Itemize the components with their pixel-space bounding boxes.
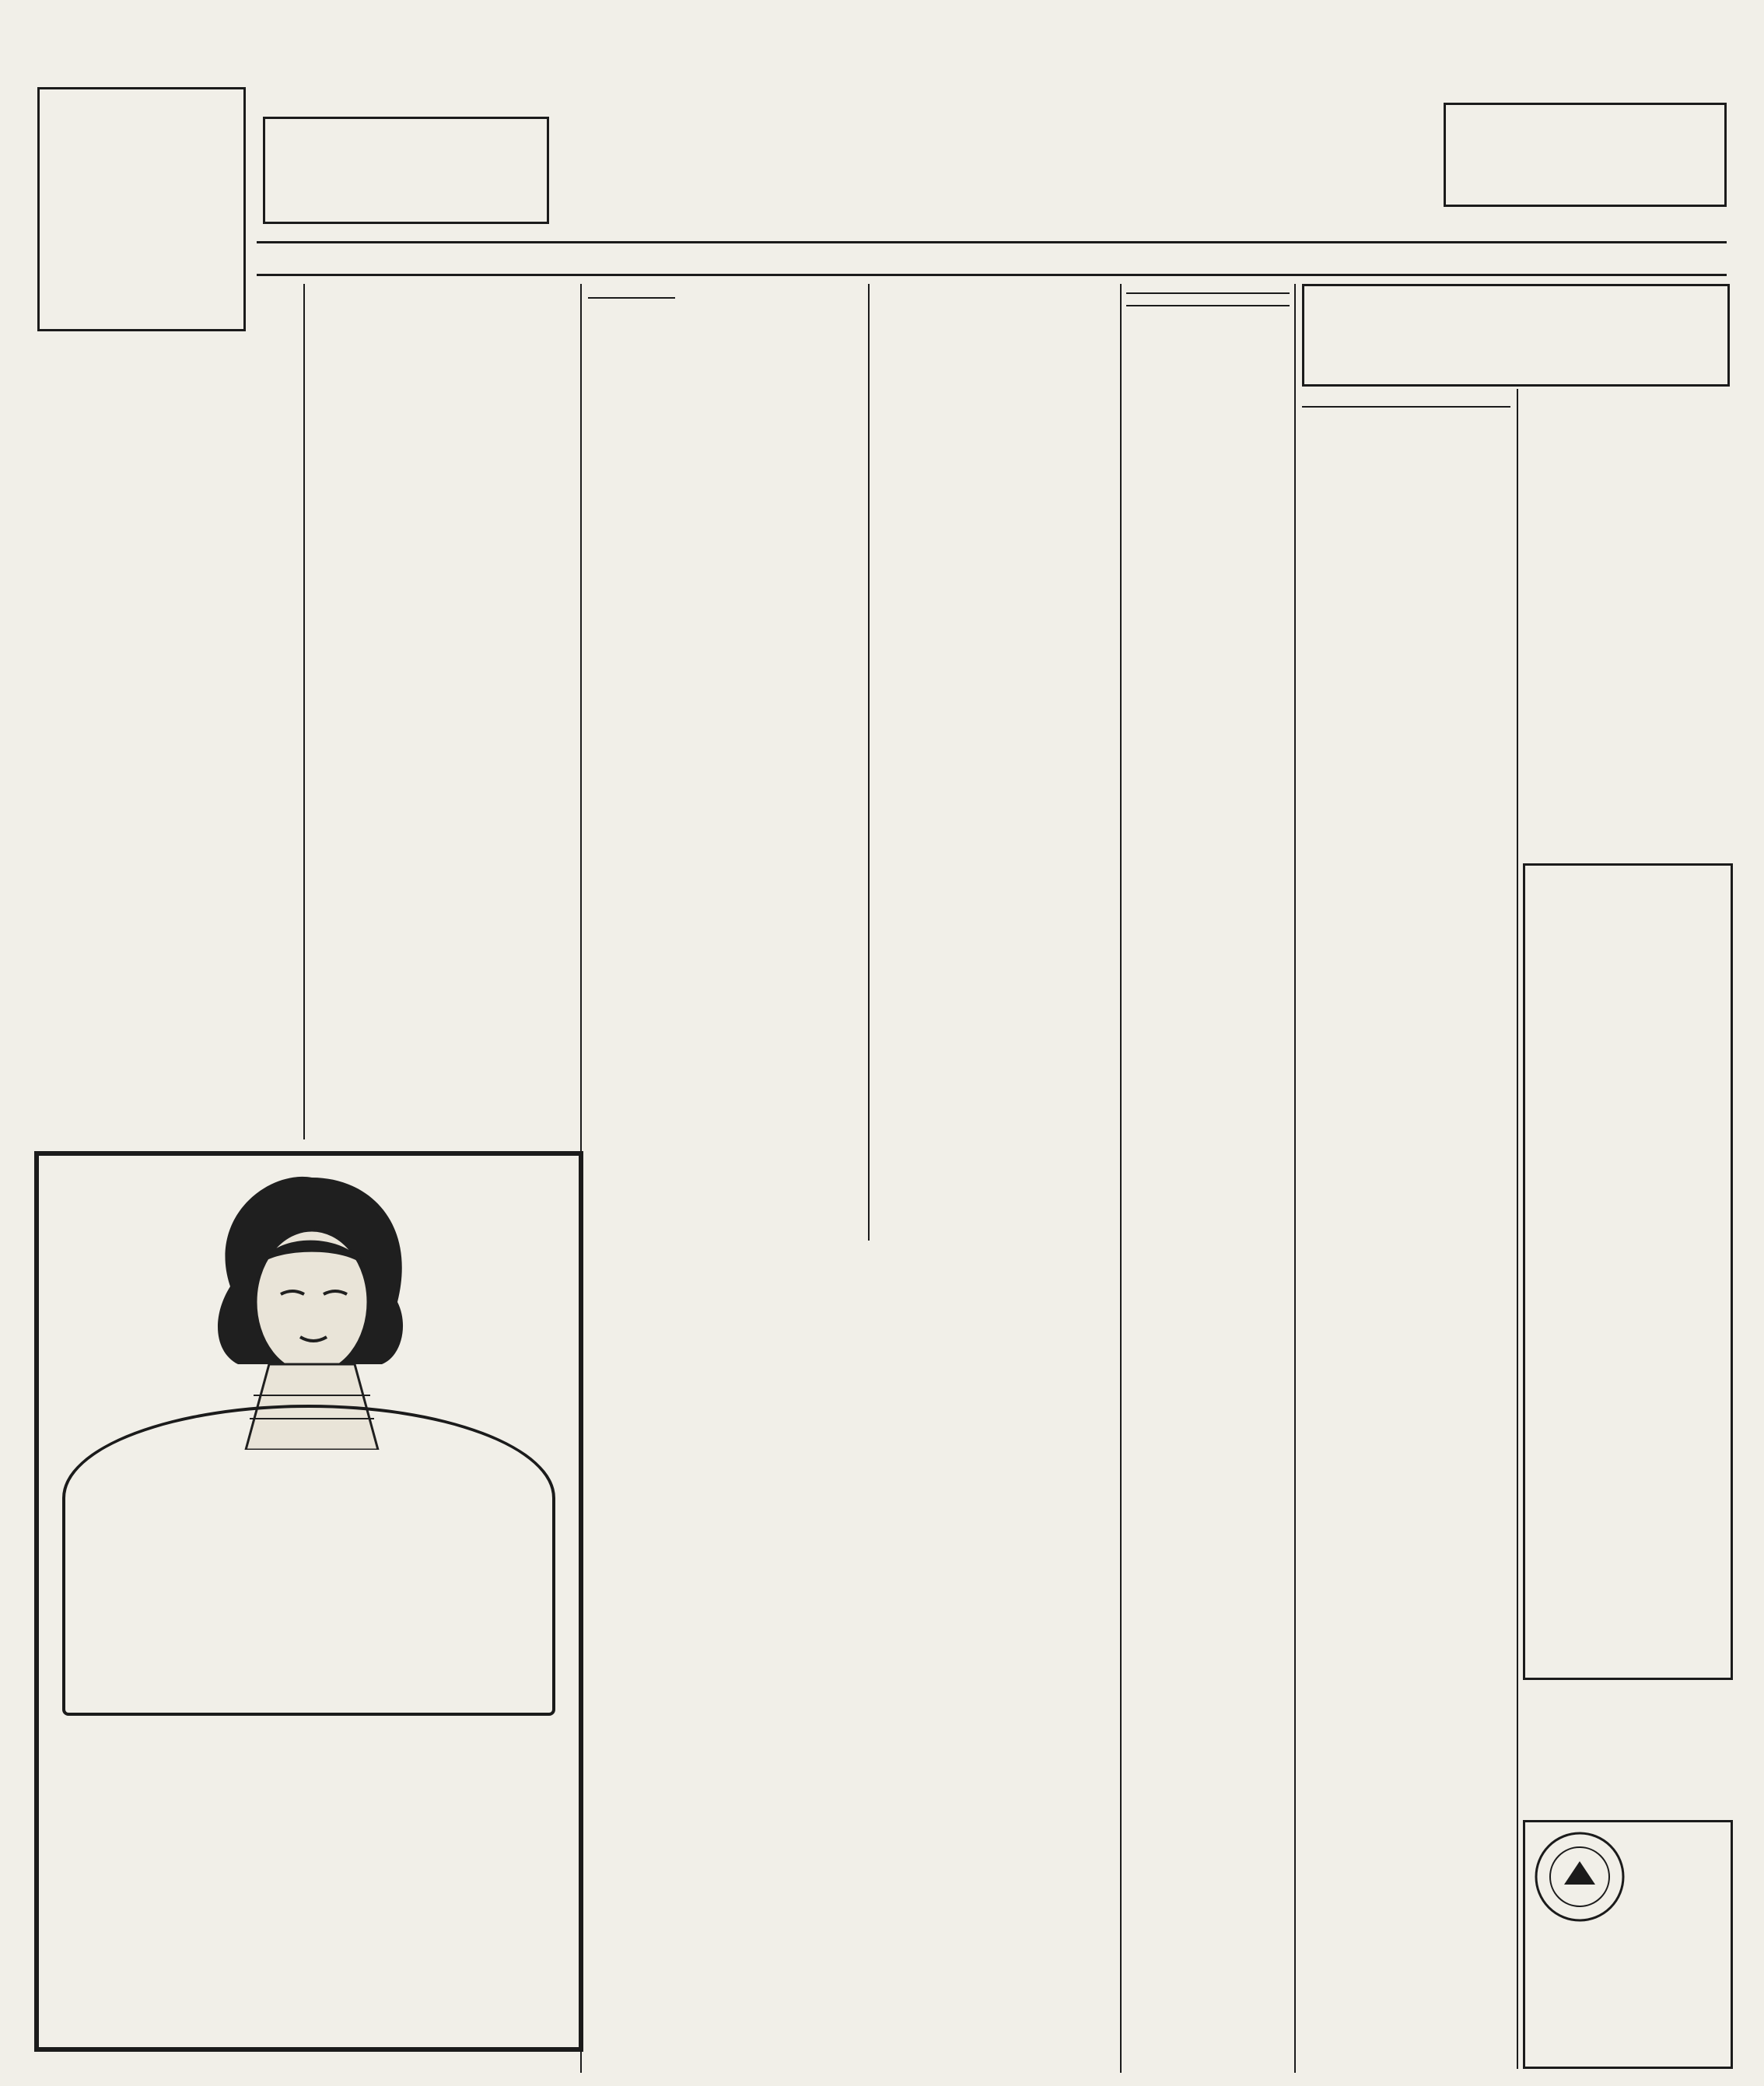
col5-column xyxy=(1126,286,1290,2067)
diamond-article xyxy=(588,286,675,2075)
beauty-frame xyxy=(62,1405,555,1716)
overcoats-ad xyxy=(1523,863,1733,1680)
classified-ad-box xyxy=(1444,103,1727,207)
masthead-rule-bottom xyxy=(257,274,1727,276)
column-rule xyxy=(1294,284,1296,2073)
column-rule xyxy=(1517,389,1518,2069)
column-rule xyxy=(868,284,870,1241)
pullman-column-b xyxy=(1523,395,1730,859)
column-rule xyxy=(303,284,305,1139)
section-two-box xyxy=(263,117,549,224)
column-rule xyxy=(580,284,582,2073)
pullman-headline-box xyxy=(1302,284,1730,387)
section-rule xyxy=(1302,406,1510,408)
beauty-services-left xyxy=(54,1731,288,1736)
music-column-2 xyxy=(311,286,574,1150)
model-school-seal-icon xyxy=(1533,1830,1626,1923)
pullman-column-a xyxy=(1302,395,1510,2067)
column-rule xyxy=(1120,284,1122,2073)
masthead-rule-top xyxy=(257,241,1727,243)
music-column xyxy=(37,342,294,1143)
beauty-shoppe-ad xyxy=(34,1151,583,2052)
beauty-services-right xyxy=(327,1731,560,1736)
model-school-ad xyxy=(1523,1820,1733,2069)
vet-corps-title xyxy=(1126,292,1290,299)
community-chorus-box xyxy=(37,87,246,331)
nc-woman-title xyxy=(1126,305,1290,311)
hope-day-box xyxy=(588,297,675,303)
